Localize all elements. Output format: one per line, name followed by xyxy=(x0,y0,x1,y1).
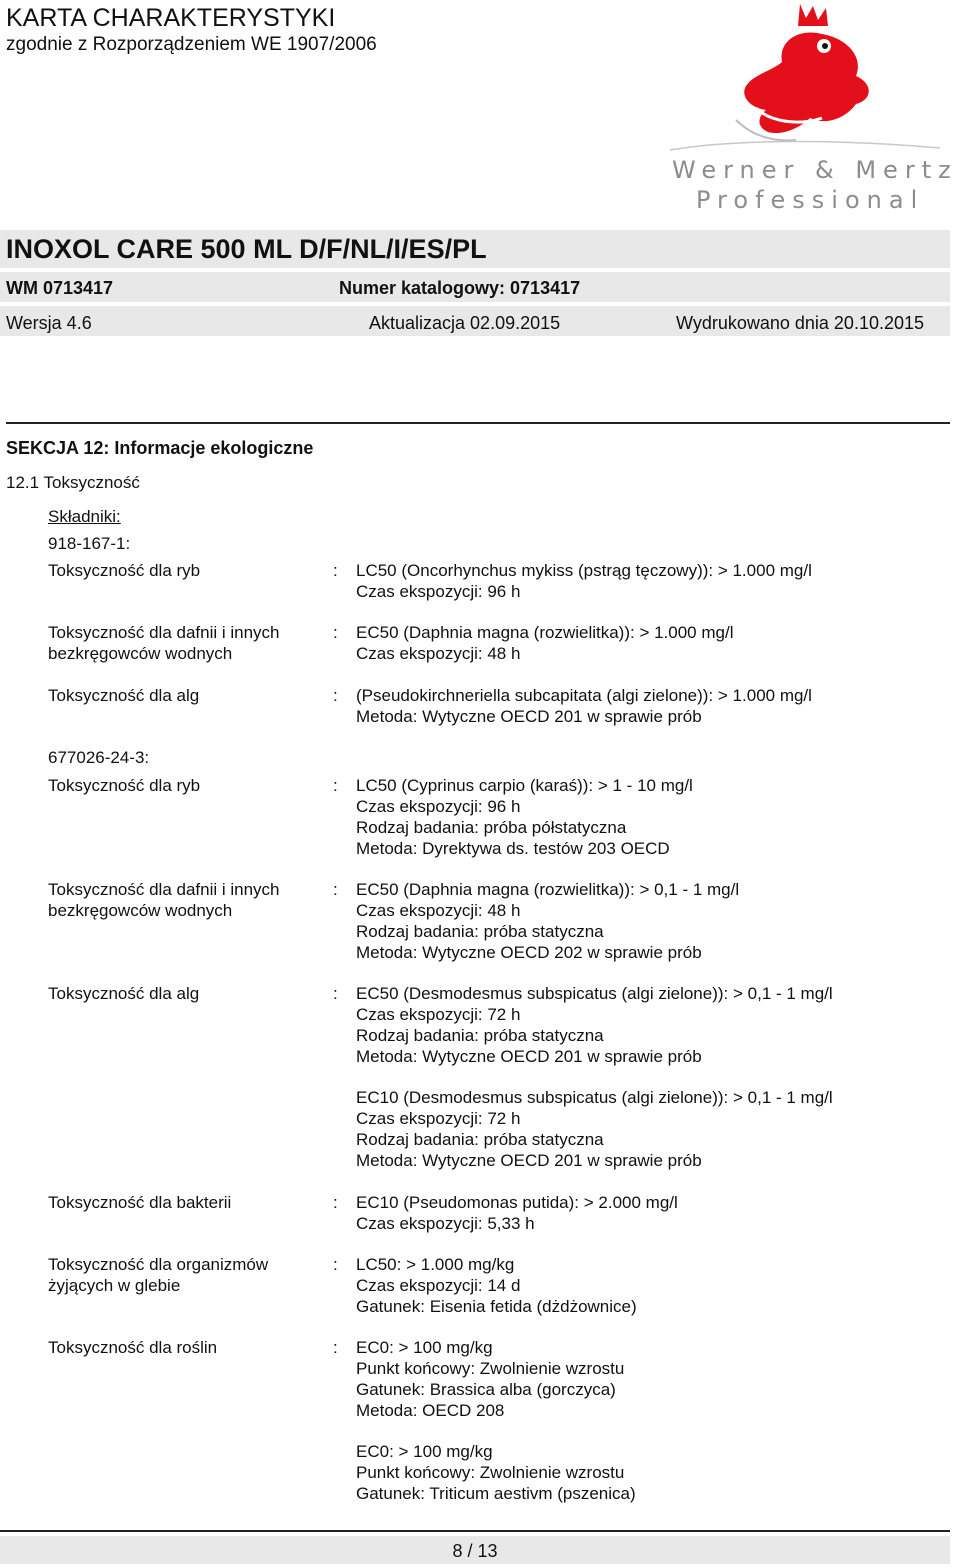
toxicity-label: Toksyczność dla bakterii xyxy=(48,1193,232,1212)
section-title: SEKCJA 12: Informacje ekologiczne xyxy=(6,438,314,458)
section-divider xyxy=(6,422,950,424)
toxicity-label: Toksyczność dla organizmów żyjących w glebie xyxy=(48,1255,269,1295)
separator: : xyxy=(333,1255,338,1274)
toxicity-label: Toksyczność dla dafnii i innych bezkręgowców wodnych xyxy=(48,880,280,920)
components-label: Składniki: xyxy=(48,507,121,526)
toxicity-value: LC50 (Oncorhynchus mykiss (pstrąg tęczowy)): > 1.000 mg/l Czas ekspozycji: 96 h xyxy=(356,561,812,601)
document-title: KARTA CHARAKTERYSTYKI xyxy=(6,4,336,32)
toxicity-value: LC50: > 1.000 mg/kg Czas ekspozycji: 14 d Gatunek: Eisenia fetida (dżdżownice) xyxy=(356,1255,637,1316)
separator: : xyxy=(333,1193,338,1212)
toxicity-value: EC50 (Desmodesmus subspicatus (algi zielone)): > 0,1 - 1 mg/l Czas ekspozycji: 72 h Rodzaj badania: próba statyczna Metoda: Wytyczne OECD 201 w sprawie prób xyxy=(356,984,833,1066)
company-logo xyxy=(650,0,950,215)
toxicity-value: (Pseudokirchneriella subcapitata (algi zielone)): > 1.000 mg/l Metoda: Wytyczne OECD 201 w sprawie prób xyxy=(356,686,812,726)
toxicity-label: Toksyczność dla alg xyxy=(48,686,200,705)
frog-logo-icon xyxy=(650,0,950,215)
toxicity-value: EC50 (Daphnia magna (rozwielitka)): > 1.000 mg/l Czas ekspozycji: 48 h xyxy=(356,623,734,663)
toxicity-value: EC0: > 100 mg/kg Punkt końcowy: Zwolnienie wzrostu Gatunek: Brassica alba (gorczyca) Metoda: OECD 208 xyxy=(356,1338,625,1420)
toxicity-label: Toksyczność dla ryb xyxy=(48,776,201,795)
toxicity-label: Toksyczność dla ryb xyxy=(48,561,201,580)
footer-divider xyxy=(0,1530,950,1532)
toxicity-value: EC50 (Daphnia magna (rozwielitka)): > 0,1 - 1 mg/l Czas ekspozycji: 48 h Rodzaj badania: próba statyczna Metoda: Wytyczne OECD 202 w sprawie prób xyxy=(356,880,740,962)
separator: : xyxy=(333,623,338,642)
catalog-number: Numer katalogowy: 0713417 xyxy=(339,278,581,298)
subsection-title: 12.1 Toksyczność xyxy=(6,473,140,492)
separator: : xyxy=(333,776,338,795)
toxicity-label: Toksyczność dla roślin xyxy=(48,1338,218,1357)
toxicity-value: EC10 (Pseudomonas putida): > 2.000 mg/l Czas ekspozycji: 5,33 h xyxy=(356,1193,678,1233)
print-date: Wydrukowano dnia 20.10.2015 xyxy=(676,313,925,333)
logo-wordmark-line2: Professional xyxy=(696,186,925,214)
substance-cas-2: 677026-24-3: xyxy=(48,748,150,767)
separator: : xyxy=(333,880,338,899)
toxicity-value: EC0: > 100 mg/kg Punkt końcowy: Zwolnienie wzrostu Gatunek: Triticum aestivm (pszenica) xyxy=(356,1442,636,1503)
logo-wordmark-line1: Werner & Mertz xyxy=(672,156,950,184)
product-name: INOXOL CARE 500 ML D/F/NL/I/ES/PL xyxy=(6,234,487,264)
wm-number: WM 0713417 xyxy=(6,278,114,298)
separator: : xyxy=(333,1338,338,1357)
separator: : xyxy=(333,686,338,705)
separator: : xyxy=(333,561,338,580)
toxicity-value: LC50 (Cyprinus carpio (karaś)): > 1 - 10 mg/l Czas ekspozycji: 96 h Rodzaj badania: próba półstatyczna Metoda: Dyrektywa ds. testów 203 OECD xyxy=(356,776,693,858)
toxicity-label: Toksyczność dla alg xyxy=(48,984,200,1003)
version: Wersja 4.6 xyxy=(6,313,92,333)
page-number: 8 / 13 xyxy=(452,1541,498,1561)
update-date: Aktualizacja 02.09.2015 xyxy=(369,313,561,333)
toxicity-label: Toksyczność dla dafnii i innych bezkręgowców wodnych xyxy=(48,623,280,663)
substance-cas-1: 918-167-1: xyxy=(48,534,131,553)
toxicity-value: EC10 (Desmodesmus subspicatus (algi zielone)): > 0,1 - 1 mg/l Czas ekspozycji: 72 h Rodzaj badania: próba statyczna Metoda: Wytyczne OECD 201 w sprawie prób xyxy=(356,1088,833,1170)
document-subtitle: zgodnie z Rozporządzeniem WE 1907/2006 xyxy=(6,34,377,55)
separator: : xyxy=(333,984,338,1003)
